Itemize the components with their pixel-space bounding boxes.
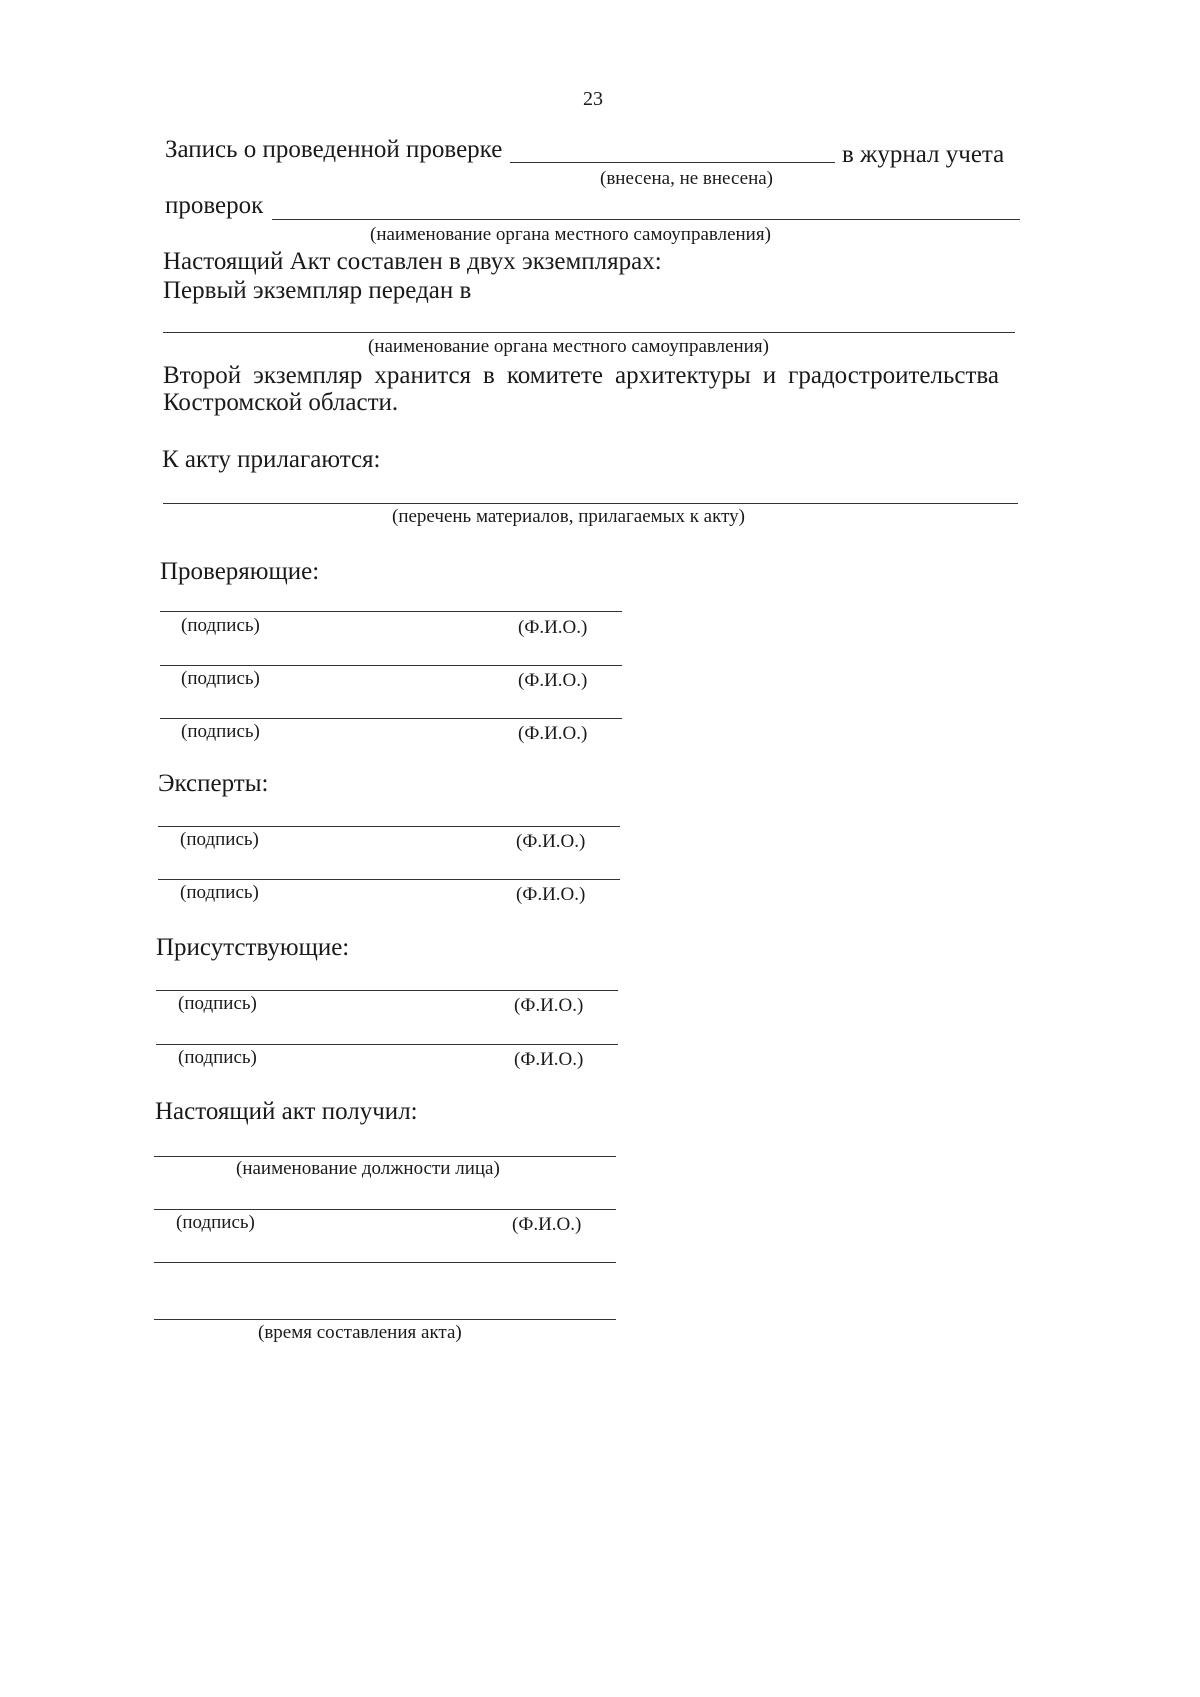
section-inspectors: Проверяющие:: [160, 558, 320, 585]
signature-label: (подпись): [178, 1047, 257, 1068]
fio-label: (Ф.И.О.): [512, 1214, 582, 1235]
blank-field-line: [154, 1262, 616, 1263]
fio-label: (Ф.И.О.): [518, 617, 588, 638]
section-present: Присутствующие:: [156, 934, 350, 961]
hint-authority-1: (наименование органа местного самоуправления): [370, 224, 771, 245]
copies-line-1: Настоящий Акт составлен в двух экземплярах:: [163, 248, 662, 275]
attachments-field-line: [163, 503, 1018, 504]
authority-field-line-2: [163, 332, 1015, 333]
signature-line: [158, 879, 620, 880]
fio-label: (Ф.И.О.): [518, 723, 588, 744]
position-field-line: [154, 1156, 616, 1157]
signature-label: (подпись): [178, 993, 257, 1014]
signature-label: (подпись): [180, 882, 259, 903]
record-prefix: Запись о проведенной проверке: [165, 136, 503, 163]
signature-label: (подпись): [181, 668, 260, 689]
fio-label: (Ф.И.О.): [514, 1049, 584, 1070]
attachments-label: К акту прилагаются:: [162, 446, 381, 473]
signature-line: [156, 1044, 618, 1045]
signature-line: [156, 990, 618, 991]
hint-authority-2: (наименование органа местного самоуправления): [368, 336, 769, 357]
signature-line: [154, 1209, 616, 1210]
page-number: 23: [583, 88, 603, 110]
signature-line: [160, 611, 622, 612]
copies-line-2: Первый экземпляр передан в: [163, 277, 472, 304]
position-hint: (наименование должности лица): [236, 1158, 500, 1179]
signature-label: (подпись): [181, 615, 260, 636]
time-field-line: [154, 1319, 616, 1320]
fio-label: (Ф.И.О.): [516, 884, 586, 905]
word-checks: проверок: [165, 192, 264, 219]
fio-label: (Ф.И.О.): [516, 831, 586, 852]
second-copy-line-2: Костромской области.: [163, 389, 399, 416]
signature-line: [160, 665, 622, 666]
entered-field-line: [510, 162, 835, 163]
second-copy-line-1: Второй экземпляр хранится в комитете архитектуры и градостроительства: [163, 362, 999, 389]
authority-field-line-1: [272, 219, 1020, 220]
fio-label: (Ф.И.О.): [518, 670, 588, 691]
hint-entered: (внесена, не внесена): [600, 168, 773, 189]
signature-line: [160, 718, 622, 719]
attachments-hint: (перечень материалов, прилагаемых к акту): [392, 506, 745, 527]
signature-label: (подпись): [180, 829, 259, 850]
signature-label: (подпись): [176, 1212, 255, 1233]
signature-label: (подпись): [181, 721, 260, 742]
section-received: Настоящий акт получил:: [155, 1098, 418, 1125]
record-suffix: в журнал учета: [842, 141, 1005, 168]
time-hint: (время составления акта): [258, 1322, 462, 1343]
fio-label: (Ф.И.О.): [514, 995, 584, 1016]
signature-line: [158, 826, 620, 827]
section-experts: Эксперты:: [158, 770, 269, 797]
